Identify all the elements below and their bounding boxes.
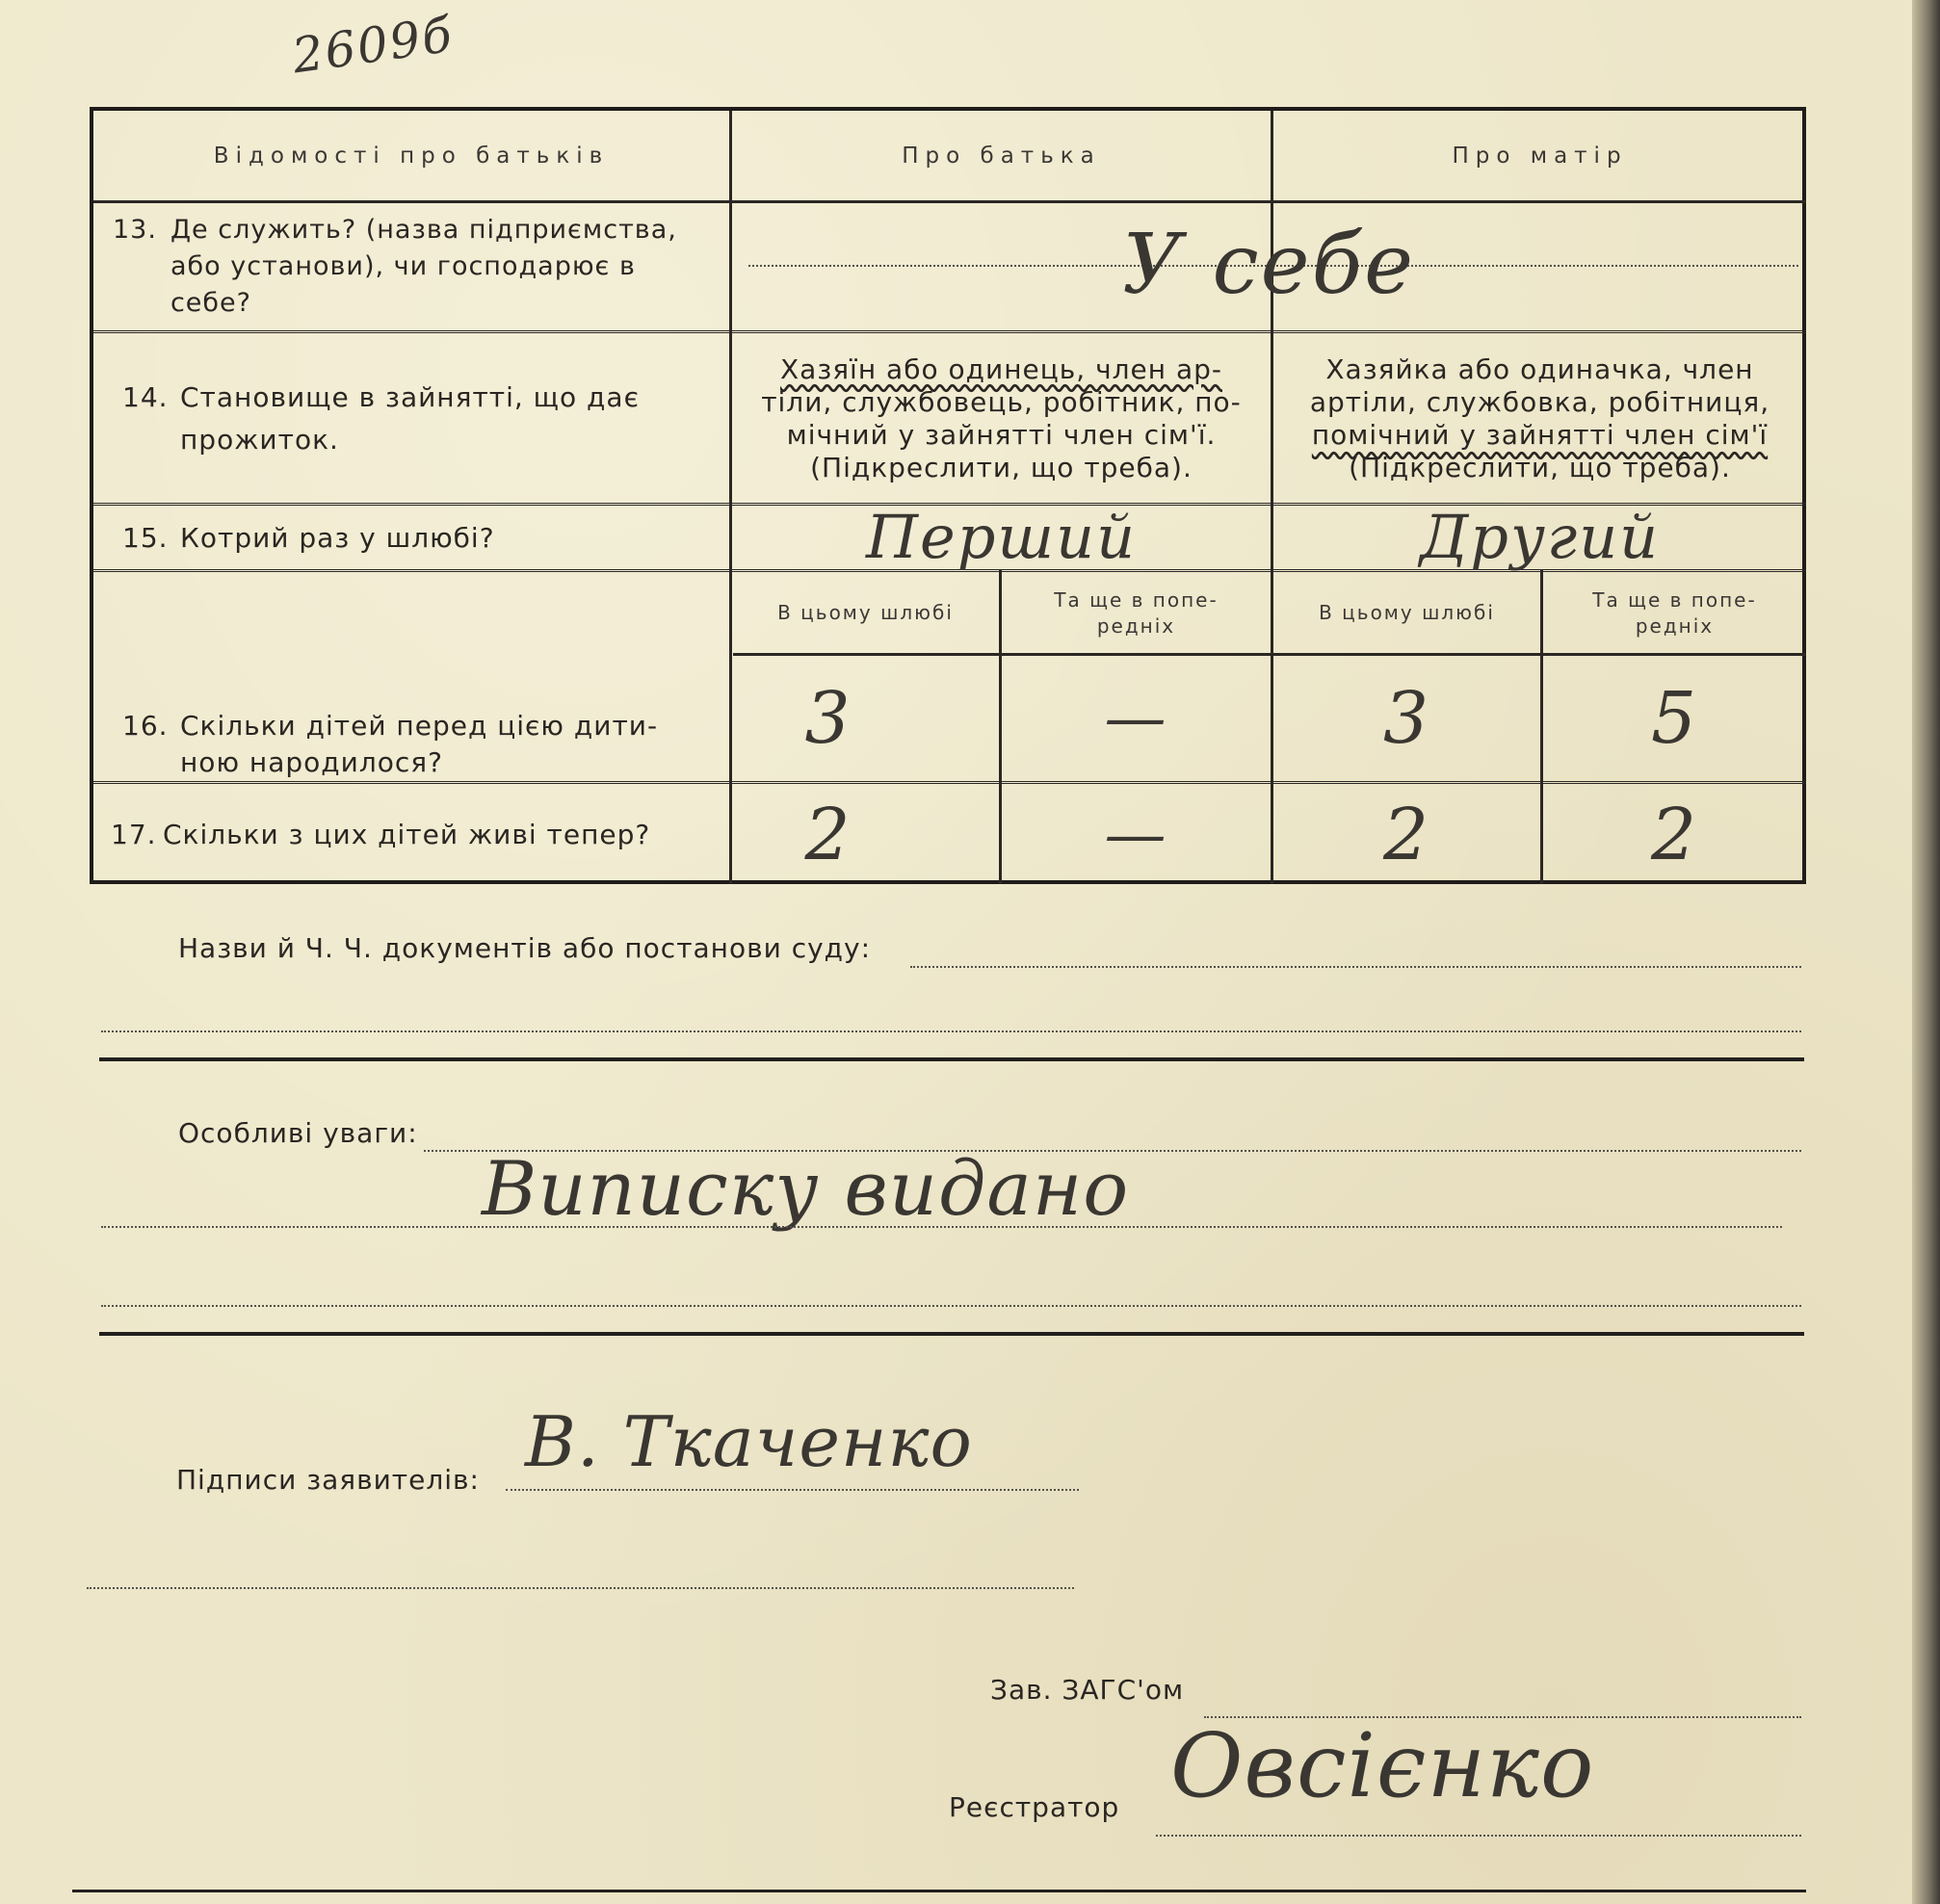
registrar-signature: Овсієнко xyxy=(1170,1714,1595,1817)
documents-label: Назви й Ч. Ч. документів або постанови суду: xyxy=(178,932,872,964)
page-edge xyxy=(1912,0,1940,1904)
father-option-line4: (Підкреслити, що треба). xyxy=(810,451,1193,483)
question-13-line1: Де служить? (назва підприємства, xyxy=(170,215,677,245)
mother-children-alive-previous: 2 xyxy=(1650,793,1699,876)
father-option-line2: тіли, службовець, робітник, по- xyxy=(761,385,1242,418)
parents-info-table xyxy=(90,107,1806,884)
registrar-dotted-line xyxy=(1156,1835,1801,1837)
father-sub-this-marriage: В цьому шлюбі xyxy=(777,601,954,624)
question-14-line1: Становище в зайнятті, що дає xyxy=(180,380,640,413)
father-children-this-marriage: 3 xyxy=(804,677,852,760)
question-13-number: 13. xyxy=(113,215,157,245)
mother-marriage-count: Другий xyxy=(1419,501,1661,572)
father-option-line3: мічний у зайнятті член сім'ї. xyxy=(786,418,1217,451)
father-sub-previous xyxy=(1002,573,1271,653)
question-14-number: 14. xyxy=(122,380,169,413)
question-17-text: Скільки з цих дітей живі тепер? xyxy=(163,818,651,850)
question-15 xyxy=(122,507,725,569)
remarks-dotted-line-3 xyxy=(101,1305,1801,1307)
mother-children-this-marriage: 3 xyxy=(1382,677,1431,760)
question-16-line1: Скільки дітей перед цією дити- xyxy=(180,710,659,742)
question-14 xyxy=(122,334,725,503)
mother-children-previous: 5 xyxy=(1650,677,1699,760)
remarks-dotted-line-2 xyxy=(101,1226,1782,1228)
question-16-line2: ною народилося? xyxy=(180,746,443,778)
documents-section-rule xyxy=(99,1057,1804,1061)
mother-sub-previous-line1: Та ще в попе- xyxy=(1592,587,1757,612)
question-16-number: 16. xyxy=(122,710,169,742)
mother-children-alive-this-marriage: 2 xyxy=(1382,793,1431,876)
mother-sub-previous-line2: редніх xyxy=(1635,613,1715,638)
applicants-dotted-line-1 xyxy=(506,1489,1079,1491)
question-14-line2: прожиток. xyxy=(180,423,339,456)
zags-head-label: Зав. ЗАГС'ом xyxy=(990,1674,1185,1706)
archive-number: 2609б xyxy=(289,6,458,85)
applicants-signature: В. Ткаченко xyxy=(525,1401,973,1482)
header-father: Про батька xyxy=(902,143,1101,169)
father-option-line1: Хазяїн або одинець, член ар- xyxy=(779,352,1222,385)
father-children-alive-this-marriage: 2 xyxy=(804,793,852,876)
question-17 xyxy=(111,785,725,884)
father-children-previous: — xyxy=(1104,683,1168,754)
mother-option-line2: артіли, службовка, робітниця, xyxy=(1309,385,1770,418)
father-children-alive-previous: — xyxy=(1104,798,1168,871)
applicants-label: Підписи заявителів: xyxy=(176,1464,480,1496)
question-17-number: 17. xyxy=(111,818,157,850)
mother-option-line4: (Підкреслити, що треба). xyxy=(1349,451,1731,483)
remarks-handwritten: Виписку видано xyxy=(482,1146,1130,1233)
documents-dotted-line-1 xyxy=(910,966,1801,968)
question-16 xyxy=(122,708,725,781)
remarks-label: Особливі уваги: xyxy=(178,1117,418,1149)
header-parents-info: Відомості про батьків xyxy=(213,143,610,169)
father-sub-previous-line2: редніх xyxy=(1096,613,1176,638)
mother-occupation-options xyxy=(1273,334,1806,503)
applicants-dotted-line-2 xyxy=(87,1587,1074,1589)
mother-option-line3: помічний у зайнятті член сім'ї xyxy=(1311,418,1769,451)
question-15-number: 15. xyxy=(122,521,169,554)
question-13-line2: або установи), чи господарює в себе? xyxy=(170,251,636,318)
registrar-label: Реєстратор xyxy=(949,1791,1120,1823)
father-sub-previous-line1: Та ще в попе- xyxy=(1054,587,1219,612)
question-13 xyxy=(113,203,725,330)
father-occupation-options xyxy=(732,334,1271,503)
answer-13-handwritten: У себе xyxy=(1122,217,1415,313)
mother-option-line1: Хазяйка або одиначка, член xyxy=(1325,352,1754,385)
remarks-section-rule xyxy=(99,1332,1804,1336)
documents-dotted-line-2 xyxy=(101,1030,1801,1032)
page-bottom-rule xyxy=(72,1890,1806,1892)
mother-sub-this-marriage: В цьому шлюбі xyxy=(1319,601,1495,624)
header-mother: Про матір xyxy=(1452,143,1628,169)
mother-sub-previous xyxy=(1543,573,1806,653)
question-15-text: Котрий раз у шлюбі? xyxy=(180,521,495,554)
father-marriage-count: Перший xyxy=(865,501,1138,572)
